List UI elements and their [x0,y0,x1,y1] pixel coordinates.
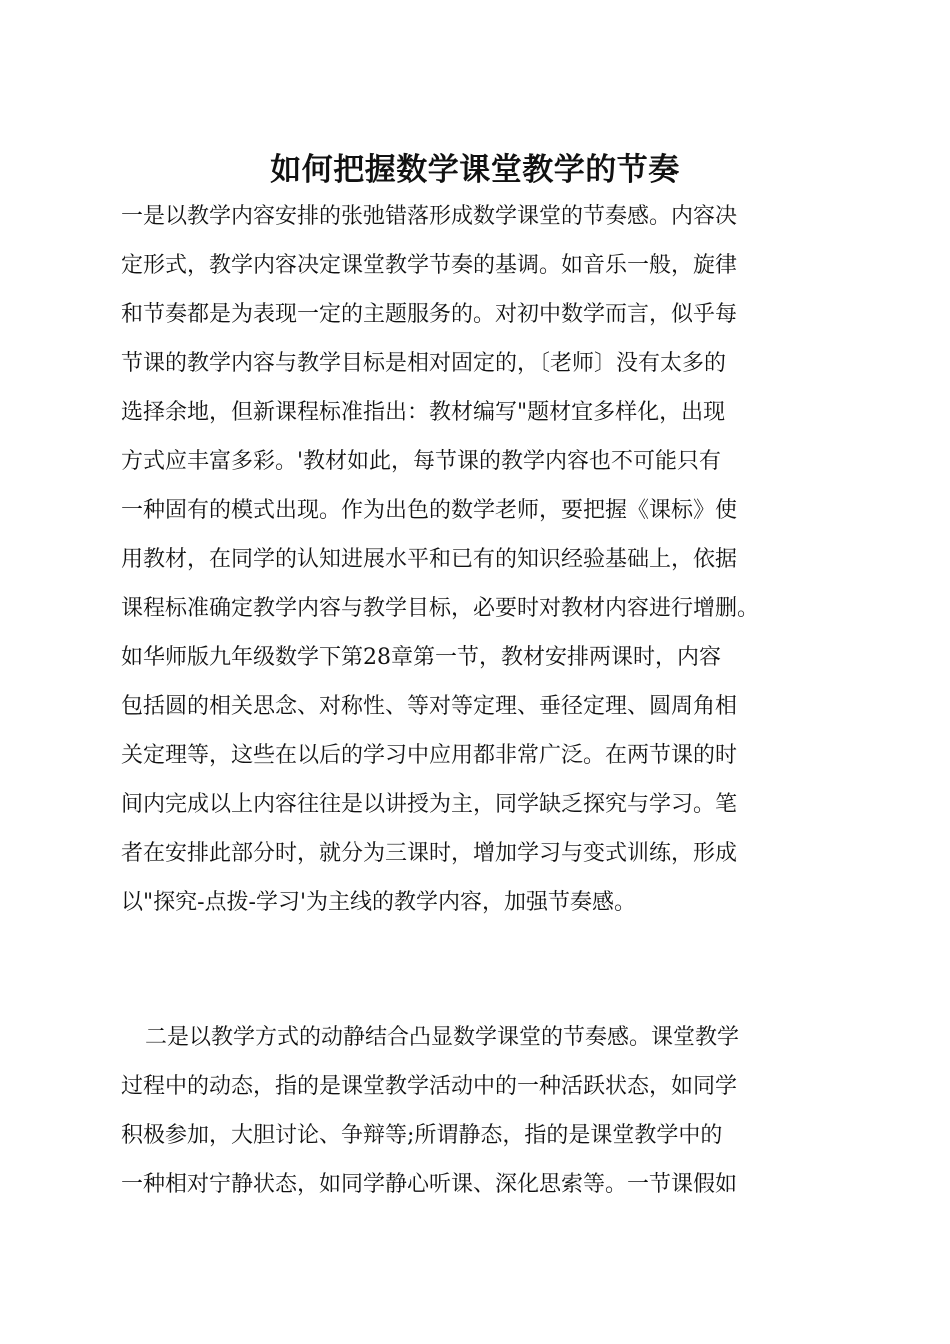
text-line: 一是以教学内容安排的张弛错落形成数学课堂的节奏感。内容决 [121,204,738,229]
text-line: 过程中的动态，指的是课堂教学活动中的一种活跃状态，如同学 [121,1074,738,1099]
text-line: 以"探究-点拨-学习'为主线的教学内容，加强节奏感。 [121,890,637,915]
text-line: 用教材，在同学的认知进展水平和已有的知识经验基础上，依据 [121,547,738,572]
text-line: 如华师版九年级数学下第28章第一节，教材安排两课时，内容 [121,645,721,670]
paragraph-1 [121,192,881,927]
page-title: 如何把握数学课堂教学的节奏 [270,152,680,188]
text-line: 节课的教学内容与教学目标是相对固定的，〔老师〕没有太多的 [121,351,727,376]
text-line: 选择余地，但新课程标准指出：教材编写"题材宜多样化，出现 [121,400,726,425]
text-line: 和节奏都是为表现一定的主题服务的。对初中数学而言，似乎每 [121,302,738,327]
text-line: 包括圆的相关思念、对称性、等对等定理、垂径定理、圆周角相 [121,694,738,719]
text-line: 关定理等，这些在以后的学习中应用都非常广泛。在两节课的时 [121,743,738,768]
text-line: 积极参加，大胆讨论、争辩等;所谓静态，指的是课堂教学中的 [121,1123,723,1148]
text-line: 一种相对宁静状态，如同学静心听课、深化思索等。一节课假如 [121,1172,738,1197]
text-line: 间内完成以上内容往往是以讲授为主，同学缺乏探究与学习。笔 [121,792,738,817]
text-line: 者在安排此部分时，就分为三课时，增加学习与变式训练，形成 [121,841,738,866]
paragraph-2 [121,1013,881,1209]
text-line: 课程标准确定教学内容与教学目标，必要时对教材内容进行增删。 [121,596,760,621]
text-line: 方式应丰富多彩。'教材如此，每节课的教学内容也不可能只有 [121,449,722,474]
text-line: 定形式，教学内容决定课堂教学节奏的基调。如音乐一般，旋律 [121,253,738,278]
text-line: 一种固有的模式出现。作为出色的数学老师，要把握《课标》使 [121,498,738,523]
text-line: 二是以教学方式的动静结合凸显数学课堂的节奏感。课堂教学 [145,1025,740,1050]
